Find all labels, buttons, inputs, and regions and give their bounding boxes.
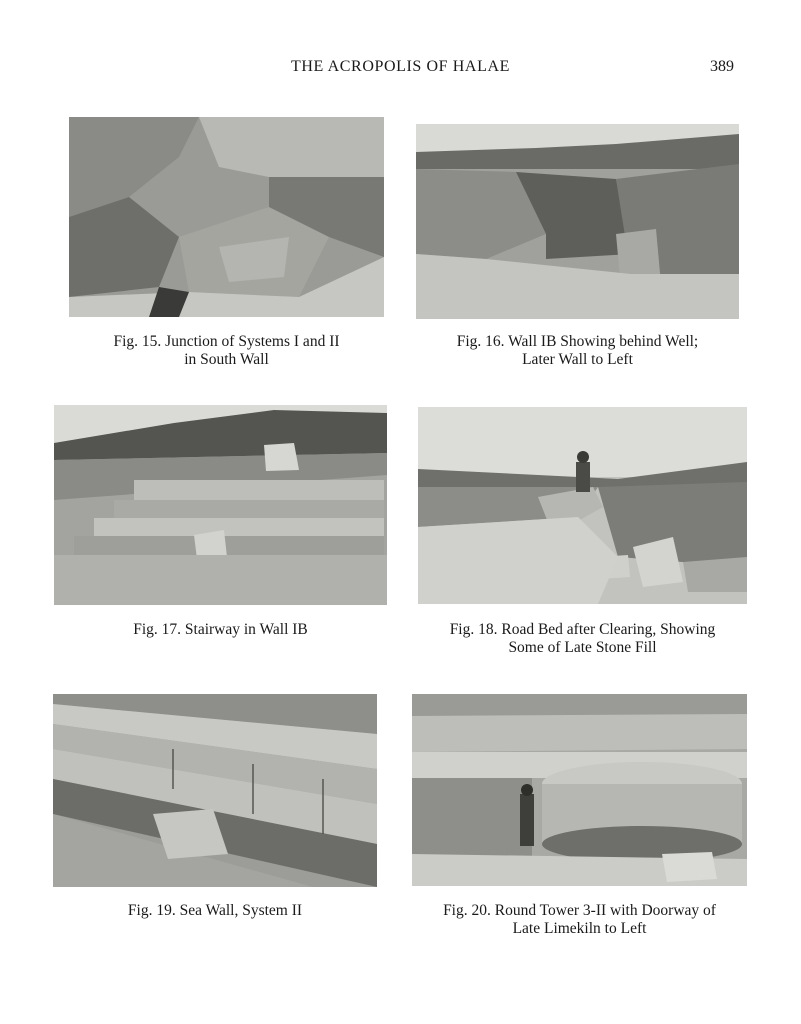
photo-fig-18 [418,407,747,604]
caption-fig-18 [418,621,747,657]
caption-fig-15 [69,333,384,369]
page-number: 389 [710,58,734,75]
caption-line: Fig. 15. Junction of Systems I and II [113,333,340,350]
caption-line: Late Limekiln to Left [512,920,647,937]
running-head [0,58,801,80]
photo-fig-20 [412,694,747,886]
caption-fig-20 [412,902,747,938]
caption-line: Fig. 18. Road Bed after Clearing, Showing [449,621,716,638]
photo-fig-16 [416,124,739,319]
photo-fig-17 [54,405,387,605]
caption-line: Fig. 20. Round Tower 3-II with Doorway of [443,902,716,919]
caption-line: Fig. 17. Stairway in Wall IB [133,621,308,638]
caption-fig-19 [53,902,377,920]
caption-line: Later Wall to Left [522,351,633,368]
caption-fig-17 [54,621,387,639]
caption-line: in South Wall [184,351,269,368]
caption-fig-16 [416,333,739,369]
photo-fig-15 [69,117,384,317]
running-title: THE ACROPOLIS OF HALAE [291,58,510,75]
caption-line: Fig. 16. Wall IB Showing behind Well; [456,333,699,350]
photo-fig-19 [53,694,377,887]
caption-line: Some of Late Stone Fill [508,639,657,656]
caption-line: Fig. 19. Sea Wall, System II [127,902,303,919]
